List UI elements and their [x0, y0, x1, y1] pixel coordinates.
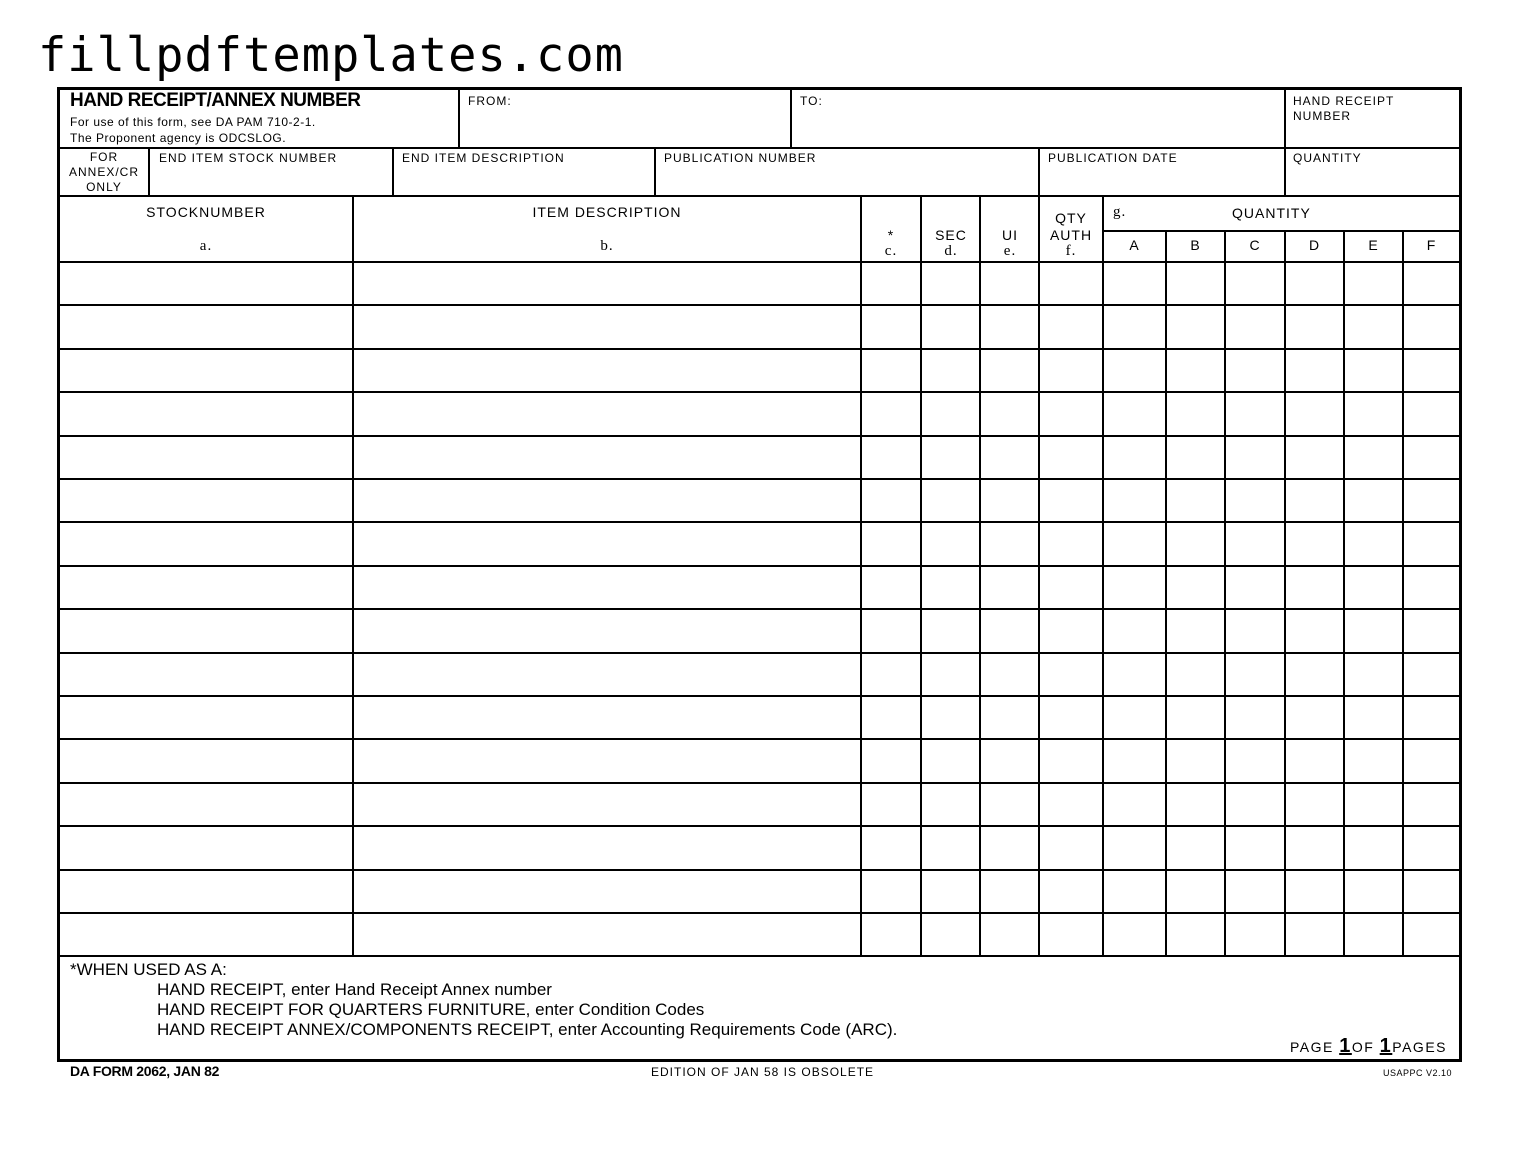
footer-line-1: HAND RECEIPT, enter Hand Receipt Annex number	[157, 980, 552, 999]
cell-sec[interactable]	[922, 914, 979, 955]
publication-date-field[interactable]	[1040, 166, 1282, 194]
cell-ui[interactable]	[981, 784, 1038, 825]
edition-note: EDITION OF JAN 58 IS OBSOLETE	[651, 1065, 875, 1079]
cell-qty-a[interactable]	[1104, 350, 1165, 391]
cell-stock-number[interactable]	[60, 610, 352, 651]
cell-qty-b[interactable]	[1167, 393, 1224, 434]
cell-ui[interactable]	[981, 567, 1038, 608]
cell-qty-a[interactable]	[1104, 393, 1165, 434]
from-field[interactable]	[460, 110, 788, 146]
cell-qty-a[interactable]	[1104, 437, 1165, 478]
table-row	[60, 567, 1459, 608]
cell-item-description[interactable]	[354, 871, 860, 912]
table-row	[60, 437, 1459, 478]
cell-qty-b[interactable]	[1167, 480, 1224, 521]
table-row	[60, 784, 1459, 825]
cell-qty-f[interactable]	[1404, 610, 1459, 651]
cell-item-description[interactable]	[354, 437, 860, 478]
cell-qty-e[interactable]	[1345, 480, 1402, 521]
cell-qty-f[interactable]	[1404, 740, 1459, 781]
end-item-stock-number-label: END ITEM STOCK NUMBER	[159, 151, 338, 165]
cell-item-description[interactable]	[354, 740, 860, 781]
cell-item-description[interactable]	[354, 784, 860, 825]
cell-ui[interactable]	[981, 437, 1038, 478]
cell-star[interactable]	[862, 393, 920, 434]
cell-stock-number[interactable]	[60, 393, 352, 434]
cell-qty-d[interactable]	[1286, 480, 1343, 521]
cell-qty-c[interactable]	[1226, 740, 1284, 781]
cell-qty-b[interactable]	[1167, 523, 1224, 564]
cell-qty-f[interactable]	[1404, 350, 1459, 391]
cell-item-description[interactable]	[354, 263, 860, 304]
cell-qty-auth[interactable]	[1040, 610, 1102, 651]
cell-qty-b[interactable]	[1167, 871, 1224, 912]
cell-qty-d[interactable]	[1286, 871, 1343, 912]
cell-sec[interactable]	[922, 567, 979, 608]
cell-qty-auth[interactable]	[1040, 263, 1102, 304]
cell-qty-a[interactable]	[1104, 914, 1165, 955]
cell-qty-b[interactable]	[1167, 263, 1224, 304]
cell-qty-f[interactable]	[1404, 827, 1459, 868]
cell-item-description[interactable]	[354, 827, 860, 868]
table-row	[60, 914, 1459, 955]
hr-number-label-1: HAND RECEIPT	[1293, 94, 1395, 108]
cell-qty-b[interactable]	[1167, 306, 1224, 347]
cell-qty-f[interactable]	[1404, 437, 1459, 478]
end-item-stock-number-field[interactable]	[150, 166, 390, 194]
cell-qty-d[interactable]	[1286, 697, 1343, 738]
cell-stock-number[interactable]	[60, 523, 352, 564]
cell-qty-e[interactable]	[1345, 654, 1402, 695]
cell-qty-a[interactable]	[1104, 871, 1165, 912]
cell-star[interactable]	[862, 350, 920, 391]
cell-qty-d[interactable]	[1286, 740, 1343, 781]
col-auth: AUTH	[1049, 227, 1093, 243]
cell-qty-b[interactable]	[1167, 437, 1224, 478]
cell-qty-a[interactable]	[1104, 784, 1165, 825]
cell-ui[interactable]	[981, 871, 1038, 912]
cell-qty-e[interactable]	[1345, 697, 1402, 738]
cell-item-description[interactable]	[354, 654, 860, 695]
cell-qty-f[interactable]	[1404, 393, 1459, 434]
cell-qty-e[interactable]	[1345, 263, 1402, 304]
cell-qty-b[interactable]	[1167, 610, 1224, 651]
cell-sec[interactable]	[922, 523, 979, 564]
cell-star[interactable]	[862, 610, 920, 651]
cell-qty-a[interactable]	[1104, 610, 1165, 651]
cell-qty-auth[interactable]	[1040, 914, 1102, 955]
col-quantity: QUANTITY	[1232, 205, 1311, 221]
cell-ui[interactable]	[981, 914, 1038, 955]
cell-qty-a[interactable]	[1104, 740, 1165, 781]
cell-qty-c[interactable]	[1226, 350, 1284, 391]
col-qty: QTY	[1055, 210, 1087, 226]
publication-number-field[interactable]	[656, 166, 1036, 194]
cell-stock-number[interactable]	[60, 350, 352, 391]
cell-qty-d[interactable]	[1286, 784, 1343, 825]
cell-qty-c[interactable]	[1226, 827, 1284, 868]
quantity-field[interactable]	[1286, 166, 1456, 194]
cell-star[interactable]	[862, 827, 920, 868]
cell-qty-c[interactable]	[1226, 263, 1284, 304]
cell-qty-e[interactable]	[1345, 827, 1402, 868]
cell-ui[interactable]	[981, 393, 1038, 434]
cell-qty-e[interactable]	[1345, 871, 1402, 912]
quantity-sub-e: E	[1368, 237, 1379, 253]
table-row	[60, 263, 1459, 304]
cell-item-description[interactable]	[354, 914, 860, 955]
use-note: For use of this form, see DA PAM 710-2-1.	[70, 115, 316, 129]
cell-qty-auth[interactable]	[1040, 871, 1102, 912]
cell-qty-d[interactable]	[1286, 914, 1343, 955]
quantity-sub-c: C	[1249, 237, 1261, 253]
cell-stock-number[interactable]	[60, 697, 352, 738]
cell-qty-d[interactable]	[1286, 437, 1343, 478]
cell-ui[interactable]	[981, 697, 1038, 738]
cell-ui[interactable]	[981, 654, 1038, 695]
table-row	[60, 697, 1459, 738]
cell-stock-number[interactable]	[60, 567, 352, 608]
cell-qty-e[interactable]	[1345, 914, 1402, 955]
cell-qty-d[interactable]	[1286, 263, 1343, 304]
cell-qty-auth[interactable]	[1040, 523, 1102, 564]
cell-qty-b[interactable]	[1167, 740, 1224, 781]
cell-qty-b[interactable]	[1167, 784, 1224, 825]
cell-qty-e[interactable]	[1345, 740, 1402, 781]
page-number[interactable]: 1	[1339, 1035, 1352, 1057]
cell-qty-f[interactable]	[1404, 523, 1459, 564]
page-word: PAGE	[1289, 1039, 1334, 1055]
cell-qty-d[interactable]	[1286, 350, 1343, 391]
cell-stock-number[interactable]	[60, 437, 352, 478]
cell-ui[interactable]	[981, 350, 1038, 391]
cell-qty-e[interactable]	[1345, 784, 1402, 825]
publication-number-label: PUBLICATION NUMBER	[664, 151, 817, 165]
cell-qty-b[interactable]	[1167, 697, 1224, 738]
from-label: FROM:	[468, 94, 512, 108]
cell-stock-number[interactable]	[60, 480, 352, 521]
table-row	[60, 871, 1459, 912]
cell-sec[interactable]	[922, 871, 979, 912]
table-row	[60, 654, 1459, 695]
cell-qty-e[interactable]	[1345, 523, 1402, 564]
quantity-sub-b: B	[1190, 237, 1201, 253]
to-label: TO:	[800, 94, 823, 108]
cell-item-description[interactable]	[354, 697, 860, 738]
cell-qty-auth[interactable]	[1040, 480, 1102, 521]
cell-qty-d[interactable]	[1286, 610, 1343, 651]
cell-ui[interactable]	[981, 827, 1038, 868]
cell-stock-number[interactable]	[60, 914, 352, 955]
cell-qty-e[interactable]	[1345, 610, 1402, 651]
cell-qty-f[interactable]	[1404, 480, 1459, 521]
table-row	[60, 740, 1459, 781]
cell-sec[interactable]	[922, 610, 979, 651]
col-sec: SEC	[935, 227, 967, 243]
of-word: OF	[1351, 1039, 1375, 1055]
cell-qty-f[interactable]	[1404, 784, 1459, 825]
cell-star[interactable]	[862, 263, 920, 304]
cell-star[interactable]	[862, 697, 920, 738]
cell-qty-e[interactable]	[1345, 350, 1402, 391]
proponent-note: The Proponent agency is ODCSLOG.	[70, 131, 287, 145]
cell-qty-auth[interactable]	[1040, 740, 1102, 781]
quantity-sub-d: D	[1308, 237, 1321, 253]
cell-star[interactable]	[862, 567, 920, 608]
cell-qty-d[interactable]	[1286, 567, 1343, 608]
for-annex-3: ONLY	[86, 180, 122, 194]
col-star-letter: c.	[884, 243, 898, 259]
cell-sec[interactable]	[922, 740, 979, 781]
cell-qty-a[interactable]	[1104, 263, 1165, 304]
cell-qty-d[interactable]	[1286, 654, 1343, 695]
cell-item-description[interactable]	[354, 610, 860, 651]
cell-qty-auth[interactable]	[1040, 654, 1102, 695]
form-title: HAND RECEIPT/ANNEX NUMBER	[70, 90, 361, 111]
watermark: fillpdftemplates.com	[38, 28, 624, 83]
cell-stock-number[interactable]	[60, 784, 352, 825]
cell-stock-number[interactable]	[60, 306, 352, 347]
cell-star[interactable]	[862, 437, 920, 478]
cell-qty-d[interactable]	[1286, 827, 1343, 868]
col-qty-letter: f.	[1065, 243, 1077, 259]
cell-qty-d[interactable]	[1286, 306, 1343, 347]
cell-qty-c[interactable]	[1226, 393, 1284, 434]
cell-qty-a[interactable]	[1104, 306, 1165, 347]
cell-star[interactable]	[862, 740, 920, 781]
cell-qty-e[interactable]	[1345, 567, 1402, 608]
cell-qty-a[interactable]	[1104, 697, 1165, 738]
cell-qty-f[interactable]	[1404, 263, 1459, 304]
cell-sec[interactable]	[922, 437, 979, 478]
cell-ui[interactable]	[981, 263, 1038, 304]
hand-receipt-number-field[interactable]	[1286, 126, 1456, 146]
quantity-label: QUANTITY	[1293, 151, 1362, 165]
hr-number-label-2: NUMBER	[1293, 109, 1352, 123]
cell-qty-e[interactable]	[1345, 306, 1402, 347]
cell-ui[interactable]	[981, 306, 1038, 347]
cell-qty-auth[interactable]	[1040, 784, 1102, 825]
table-row	[60, 393, 1459, 434]
cell-sec[interactable]	[922, 393, 979, 434]
page-counter	[1290, 1035, 1447, 1058]
cell-sec[interactable]	[922, 784, 979, 825]
cell-qty-a[interactable]	[1104, 480, 1165, 521]
cell-ui[interactable]	[981, 740, 1038, 781]
publication-date-label: PUBLICATION DATE	[1048, 151, 1178, 165]
cell-ui[interactable]	[981, 523, 1038, 564]
table-row	[60, 523, 1459, 564]
page-total[interactable]: 1	[1379, 1035, 1393, 1057]
cell-qty-c[interactable]	[1226, 437, 1284, 478]
for-annex-1: FOR	[89, 150, 119, 164]
cell-qty-b[interactable]	[1167, 827, 1224, 868]
cell-qty-auth[interactable]	[1040, 697, 1102, 738]
cell-qty-c[interactable]	[1226, 871, 1284, 912]
cell-qty-auth[interactable]	[1040, 393, 1102, 434]
col-item-description: ITEM DESCRIPTION	[532, 204, 682, 220]
hand-receipt-form	[57, 87, 1462, 1062]
cell-item-description[interactable]	[354, 523, 860, 564]
when-used-label: *WHEN USED AS A:	[70, 960, 227, 979]
cell-qty-b[interactable]	[1167, 654, 1224, 695]
col-stocknumber: STOCKNUMBER	[146, 204, 266, 220]
cell-qty-f[interactable]	[1404, 914, 1459, 955]
cell-star[interactable]	[862, 654, 920, 695]
cell-qty-f[interactable]	[1404, 871, 1459, 912]
cell-star[interactable]	[862, 480, 920, 521]
cell-qty-a[interactable]	[1104, 523, 1165, 564]
cell-ui[interactable]	[981, 480, 1038, 521]
col-ui-letter: e.	[1003, 243, 1017, 259]
cell-stock-number[interactable]	[60, 827, 352, 868]
col-stocknumber-letter: a.	[199, 238, 213, 254]
cell-sec[interactable]	[922, 350, 979, 391]
end-item-description-field[interactable]	[394, 166, 654, 194]
cell-stock-number[interactable]	[60, 263, 352, 304]
cell-sec[interactable]	[922, 697, 979, 738]
cell-qty-c[interactable]	[1226, 784, 1284, 825]
cell-star[interactable]	[862, 871, 920, 912]
cell-item-description[interactable]	[354, 306, 860, 347]
cell-qty-c[interactable]	[1226, 914, 1284, 955]
cell-qty-d[interactable]	[1286, 523, 1343, 564]
cell-star[interactable]	[862, 784, 920, 825]
cell-star[interactable]	[862, 523, 920, 564]
version-label: USAPPC V2.10	[1383, 1068, 1453, 1078]
cell-sec[interactable]	[922, 827, 979, 868]
cell-qty-b[interactable]	[1167, 914, 1224, 955]
table-row	[60, 610, 1459, 651]
cell-ui[interactable]	[981, 610, 1038, 651]
cell-qty-a[interactable]	[1104, 567, 1165, 608]
pages-word: PAGES	[1392, 1039, 1447, 1055]
cell-qty-c[interactable]	[1226, 306, 1284, 347]
cell-stock-number[interactable]	[60, 871, 352, 912]
cell-sec[interactable]	[922, 306, 979, 347]
end-item-description-label: END ITEM DESCRIPTION	[402, 151, 565, 165]
footer-line-2: HAND RECEIPT FOR QUARTERS FURNITURE, enter Condition Codes	[157, 1000, 705, 1019]
cell-stock-number[interactable]	[60, 654, 352, 695]
to-field[interactable]	[792, 110, 1282, 146]
cell-qty-b[interactable]	[1167, 350, 1224, 391]
cell-qty-c[interactable]	[1226, 610, 1284, 651]
cell-qty-a[interactable]	[1104, 654, 1165, 695]
quantity-sub-f: F	[1426, 237, 1437, 253]
cell-qty-c[interactable]	[1226, 523, 1284, 564]
cell-qty-b[interactable]	[1167, 567, 1224, 608]
cell-item-description[interactable]	[354, 350, 860, 391]
table-row	[60, 827, 1459, 868]
cell-sec[interactable]	[922, 480, 979, 521]
cell-qty-auth[interactable]	[1040, 827, 1102, 868]
cell-qty-f[interactable]	[1404, 567, 1459, 608]
cell-qty-auth[interactable]	[1040, 567, 1102, 608]
quantity-sub-a: A	[1129, 237, 1140, 253]
for-annex-2: ANNEX/CR	[68, 165, 139, 179]
form-id: DA FORM 2062, JAN 82	[70, 1063, 220, 1079]
table-row	[60, 350, 1459, 391]
cell-qty-a[interactable]	[1104, 827, 1165, 868]
cell-item-description[interactable]	[354, 480, 860, 521]
col-star: *	[887, 227, 895, 243]
cell-item-description[interactable]	[354, 393, 860, 434]
cell-qty-c[interactable]	[1226, 697, 1284, 738]
cell-qty-e[interactable]	[1345, 437, 1402, 478]
col-ui: UI	[1002, 227, 1018, 243]
cell-stock-number[interactable]	[60, 740, 352, 781]
col-sec-letter: d.	[944, 243, 958, 259]
cell-qty-e[interactable]	[1345, 393, 1402, 434]
cell-qty-f[interactable]	[1404, 697, 1459, 738]
cell-qty-f[interactable]	[1404, 306, 1459, 347]
col-g-letter: g.	[1113, 204, 1127, 220]
cell-qty-auth[interactable]	[1040, 437, 1102, 478]
cell-star[interactable]	[862, 306, 920, 347]
footer-line-3: HAND RECEIPT ANNEX/COMPONENTS RECEIPT, enter Accounting Requirements Code (ARC).	[157, 1020, 898, 1039]
cell-qty-d[interactable]	[1286, 393, 1343, 434]
cell-qty-c[interactable]	[1226, 567, 1284, 608]
cell-item-description[interactable]	[354, 567, 860, 608]
cell-qty-c[interactable]	[1226, 654, 1284, 695]
table-row	[60, 480, 1459, 521]
cell-sec[interactable]	[922, 263, 979, 304]
cell-sec[interactable]	[922, 654, 979, 695]
table-row	[60, 306, 1459, 347]
cell-qty-auth[interactable]	[1040, 350, 1102, 391]
col-item-description-letter: b.	[600, 238, 614, 254]
cell-star[interactable]	[862, 914, 920, 955]
cell-qty-c[interactable]	[1226, 480, 1284, 521]
cell-qty-auth[interactable]	[1040, 306, 1102, 347]
cell-qty-f[interactable]	[1404, 654, 1459, 695]
